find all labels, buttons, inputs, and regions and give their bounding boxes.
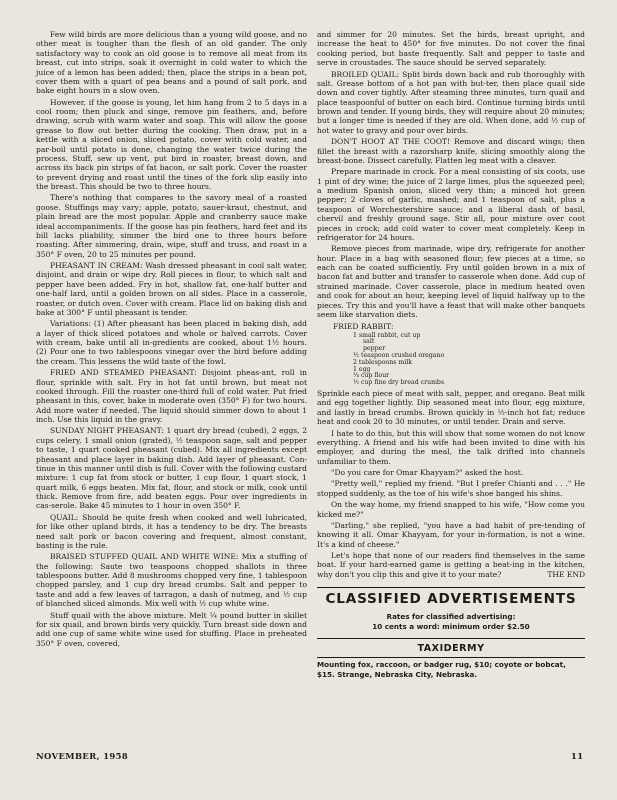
paragraph-host-question: "Do you care for Omar Khayyam?" asked the host. bbox=[331, 468, 524, 477]
paragraph-variations: Variations: (1) After pheasant has been placed in baking dish, add a layer of thick sliced potatoes and whole or halved carrots. Cover with cream, bake until all in-gredients are cooked, about 1½ hours. (2) Pour one to two tablespoons vinegar over the bird before adding the cream. This lessens the wild taste of the fowl. bbox=[36, 319, 307, 366]
footer-date: NOVEMBER, 1958 bbox=[36, 751, 129, 761]
section-divider bbox=[317, 638, 585, 639]
ingredient-item: pepper bbox=[363, 345, 386, 353]
paragraph-wild-goose: Few wild birds are more delicious than a young wild goose, and no other meat is tougher than the flesh of an old gander. The only satisfactory way to cook an old goose is to remove all meat from its breast, cut into strips, soak it overnight in cold water to which the juice of a lemon has been added; then, place the strips in a bean pot, cover them with a quart of pea beans and a pound of salt pork, and bake eight hours in a slow oven. bbox=[36, 30, 307, 96]
paragraph-roasted-goose: There's nothing that compares to the savory meal of a roasted goose. Stuffings may vary; apple, potato, sauer-kraut, chestnut, and plain bread are the most popular. Apple and cranberry sauce make ideal accompaniments. If the goose has pin feathers, hard feet and its bill lacks pliability, simmer the bird one to three hours before roasting. After simmering, drain, wipe, stuff and truss, and roast in a 350° F oven, 20 to 25 minutes per pound. bbox=[36, 193, 307, 259]
rates-line: 10 cents a word: minimum order $2.50 bbox=[372, 622, 530, 632]
paragraph-broiled-quail: BROILED QUAIL: Split birds down back and rub thoroughly with salt. Grease bottom of a hot pan with but-ter, then place quail side down and cover tightly. After steaming three minutes, turn quail and place teaspoonful of butter on each bird. Continue turning birds until brown and tender. If young birds, they will require about 20 minutes; but a longer time is needed if they are old. When done, add ½ cup of hot water to gravy and pour over birds. bbox=[317, 69, 585, 135]
paragraph-fried-steamed-pheasant: FRIED AND STEAMED PHEASANT: Disjoint pheas-ant, roll in flour, sprinkle with salt. Fry in hot fat until brown, but meat not cooked through. Fill the roaster one-third full of cold water. Put fried pheasant in this, cover, bake in moderate oven (350° F) for two hours. Add more water if needed. The liquid should simmer down to about 1 inch. Use this liquid in the gravy. bbox=[36, 368, 307, 424]
ingredient-item: 2 tablespoons milk bbox=[353, 358, 412, 366]
recipe-title-fried-rabbit: FRIED RABBIT: bbox=[333, 322, 394, 332]
paragraph-closing bbox=[317, 551, 585, 579]
classified-ads-section bbox=[317, 587, 585, 679]
ingredient-item: 1 egg bbox=[353, 365, 371, 373]
paragraph-young-goose: However, if the goose is young, let him hang from 2 to 5 days in a cool room; then pluck and singe, remove pin feathers, and, before drawing, scrub with warm water and soap. This will allow the goose grease to flow out better during the cooking. Then draw, put in a kettle with a sliced onion, sliced potato, cover with cold water, and par-boil until potato is done, changing the water twice during the process. Stuff, sew up vent, put bird in roaster, breast down, and across its back pin strips of fat bacon, or salt pork. Cover the roaster to prevent drying and roast until the tines of the fork slip easily into the breast. This should be two to three hours. bbox=[36, 97, 307, 191]
ingredient-item: salt bbox=[363, 338, 375, 346]
ingredient-list bbox=[353, 333, 585, 387]
classified-rates bbox=[317, 612, 585, 632]
page-number: 11 bbox=[571, 751, 584, 761]
paragraph-marinade: Prepare marinade in crock. For a meal consisting of six coots, use 1 pint of dry wine; the juice of 2 large limes, plus the squeezed peel; a medium Spanish onion, sliced very thin; a minced hot green pepper; 2 cloves of garlic, mashed; and 1 teaspoon of salt, plus a teaspoon of Worchestershire sauce; and a liberal dash of basil, chervil and freshly ground sage. Stir all, pour mixture over coot pieces in crock; add cold water to cover meat completely. Keep in refrigerator for 24 hours. bbox=[317, 167, 585, 242]
classified-title: CLASSIFIED ADVERTISEMENTS bbox=[325, 591, 577, 608]
right-column bbox=[317, 30, 585, 679]
paragraph-pheasant-in-cream: PHEASANT IN CREAM: Wash dressed pheasant in cool salt water, disjoint, and drain or wipe dry. Roll pieces in flour, to which salt and pepper have been added. Fry in hot, shallow fat, one-half butter and one-half lard, until a golden brown on all sides. Place in a casserole, roaster, or dutch oven. Cover with cream. Place lid on baking dish and bake at 300° F until pheasant is tender. bbox=[36, 261, 307, 317]
ingredient-item: 1 small rabbit, cut up bbox=[353, 331, 421, 339]
paragraph-rabbit-method: Sprinkle each piece of meat with salt, pepper, and oregano. Beat milk and egg together lightly. Dip seasoned meat into flour, egg mixture, and lastly in bread crumbs. Brown quickly in ½-inch hot fat; reduce heat and cook 20 to 30 minutes, or until tender. Drain and serve. bbox=[317, 389, 585, 427]
paragraph-anecdote: I hate to do this, but this will show that some women do not know everything. A friend and his wife had been invited to dine with his employer, and during the meal, the talk drifted into channels unfamiliar to them. bbox=[317, 428, 585, 466]
paragraph-wife-reply: "Darling," she replied, "you have a bad habit of pre-tending of knowing it all. Omar Khayyam, for your in-formation, is not a wine. It's a kind of cheese." bbox=[317, 520, 585, 549]
rates-line: Rates for classified advertising: bbox=[386, 612, 516, 622]
paragraph-stuff-quail: Stuff quail with the above mixture. Melt ¼ pound butter in skillet for six quail, and brown birds very quickly. Turn breast side down and add one cup of same white wine used for stuffing. Place in preheated 350° F oven, covered, bbox=[36, 610, 307, 648]
paragraph-quail: QUAIL: Should be quite fresh when cooked and well lubricated, for like other upland birds, it has a tendency to be dry. The breasts need salt pork or bacon covering and frequent, almost constant, basting is the rule. bbox=[36, 512, 307, 550]
ingredient-item: ½ cup fine dry bread crumbs bbox=[353, 379, 445, 387]
paragraph-braised-quail: BRAISED STUFFED QUAIL AND WHITE WINE: Mix a stuffing of the following: Saute two teaspoons chopped shallots in three tablespoons butter. Add 8 mushrooms chopped very fine, 1 tablespoon chopped parsley, and 1 cup dry bread crumbs. Salt and pepper to taste and add a few leaves of tarragon, a dash of nutmeg, and ½ cup of blanched sliced almonds. Mix well with ½ cup white wine. bbox=[36, 552, 307, 609]
the-end-label: THE END bbox=[547, 569, 585, 579]
paragraph-coot: DON'T HOOT AT THE COOT! Remove and discard wings; then fillet the breast with a razorsharp knife, slicing smoothly along the breast-bone. Dissect carefully. Flatten leg meat with a cleaver. bbox=[317, 137, 585, 165]
left-column bbox=[36, 30, 307, 648]
ingredient-item: ½ teaspoon crushed oregano bbox=[353, 352, 445, 360]
closing-text: Let's hope that none of our readers find themselves in the same boat. If your hard-earned game is getting a beat-ing in the kitchen, why don't you clip this and give it to your mate? bbox=[317, 551, 585, 579]
paragraph-coot-cooking: Remove pieces from marinade, wipe dry, refrigerate for another hour. Place in a bag with seasoned flour; few pieces at a time, so each can be coated sufficiently. Fry until golden brown in a mix of bacon fat and butter and transfer to casserole when done. Add cup of strained marinade. Cover casserole, place in medium heated oven and cook for about an hour, keeping level of liquid halfway up to the pieces. Try this and you'll have a feast that will make other banquets seem like starvation diets. bbox=[317, 244, 585, 319]
ingredient-item: ¼ cup flour bbox=[353, 372, 390, 380]
paragraph-quail-continued: and simmer for 20 minutes. Set the birds, breast upright, and increase the heat to 450° for five minutes. Do not cover the final cooking period, but baste frequently. Salt and pepper to taste and serve in croustades. The sauce should be served separately. bbox=[317, 30, 585, 68]
taxidermy-heading: TAXIDERMY bbox=[317, 642, 585, 658]
paragraph-sunday-night-pheasant: SUNDAY NIGHT PHEASANT: 1 quart dry bread (cubed), 2 eggs, 2 cups celery, 1 small onion (grated), ½ teaspoon sage, salt and pepper to taste, 1 quart cooked pheasant (cubed). Mix all ingredients except pheasant and place layer in baking dish. Add layer of pheasant. Con-tinue in this manner until dish is full. Cover with the following custard mixture: 1 cup fat from stock or butter, 1 cup flour, 1 quart stock, 1 quart milk, 6 eggs beaten. Mix fat, flour, and stock or milk, cook until thick. Remove from fire, add beaten eggs. Pour over ingredients in cas-serole. Bake 45 minutes to 1 hour in oven 350° F. bbox=[36, 426, 307, 511]
paragraph-friend-reply: "Pretty well," replied my friend. "But I prefer Chianti and . . ." He stopped suddenly, as the toe of his wife's shoe banged his shins. bbox=[317, 479, 585, 498]
paragraph-way-home: On the way home, my friend snapped to his wife, "How come you kicked me?" bbox=[317, 500, 585, 519]
taxidermy-ad: Mounting fox, raccoon, or badger rug, $10; coyote or bobcat, $15. Strange, Nebraska City, Nebraska. bbox=[317, 660, 566, 679]
